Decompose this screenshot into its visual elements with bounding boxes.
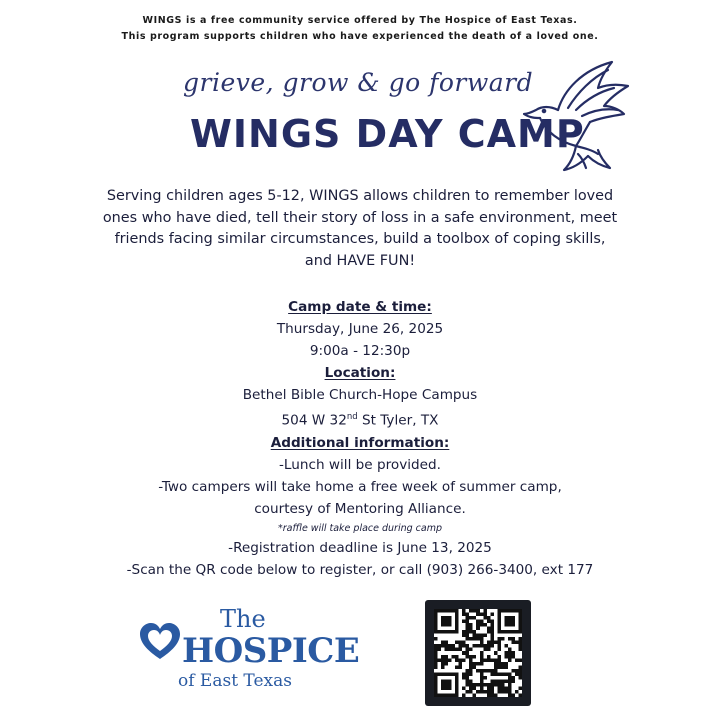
additional-info-heading: Additional information: bbox=[270, 434, 450, 451]
logo-name: HOSPICE bbox=[182, 631, 360, 671]
logo-the: The bbox=[220, 605, 266, 633]
date-time-heading: Camp date & time: bbox=[288, 299, 432, 315]
address-street: 504 W 32 bbox=[281, 412, 347, 429]
hospice-logo bbox=[138, 605, 358, 700]
notice-line-2: This program supports children who have experienced the death of a loved one. bbox=[121, 31, 599, 42]
notice-line-1: WINGS is a free community service offered by The Hospice of East Texas. bbox=[142, 15, 578, 26]
info-courtesy: courtesy of Mentoring Alliance. bbox=[254, 500, 466, 517]
venue-address bbox=[0, 406, 720, 432]
info-raffle-note: *raffle will take place during camp bbox=[277, 522, 443, 534]
camp-date: Thursday, June 26, 2025 bbox=[276, 321, 444, 337]
address-ordinal: nd bbox=[346, 412, 358, 422]
qr-code-icon[interactable] bbox=[434, 609, 522, 697]
dove-icon bbox=[520, 58, 636, 178]
intro-paragraph: Serving children ages 5-12, WINGS allows children to remember loved ones who have died, tell their story of loss in a safe environment, meet friends facing similar circumstances, build a toolbox of coping skills, and HAVE FUN! bbox=[102, 188, 618, 269]
info-deadline: -Registration deadline is June 13, 2025 bbox=[228, 539, 492, 556]
logo-subtitle: of East Texas bbox=[178, 671, 292, 691]
top-notice bbox=[0, 13, 720, 45]
heart-dove-icon bbox=[138, 621, 182, 663]
info-lunch: -Lunch will be provided. bbox=[279, 456, 441, 473]
tagline: grieve, grow & go forward bbox=[183, 68, 534, 97]
venue-name: Bethel Bible Church-Hope Campus bbox=[242, 387, 478, 403]
camp-time: 9:00a - 12:30p bbox=[309, 343, 411, 359]
address-city: St Tyler, TX bbox=[357, 412, 439, 429]
location-heading: Location: bbox=[324, 365, 396, 381]
page-title: WINGS DAY CAMP bbox=[190, 112, 585, 156]
camp-details bbox=[0, 296, 720, 581]
qr-code[interactable] bbox=[425, 600, 531, 706]
info-register: -Scan the QR code below to register, or call (903) 266-3400, ext 177 bbox=[126, 561, 594, 578]
info-campers: -Two campers will take home a free week of summer camp, bbox=[158, 478, 562, 495]
